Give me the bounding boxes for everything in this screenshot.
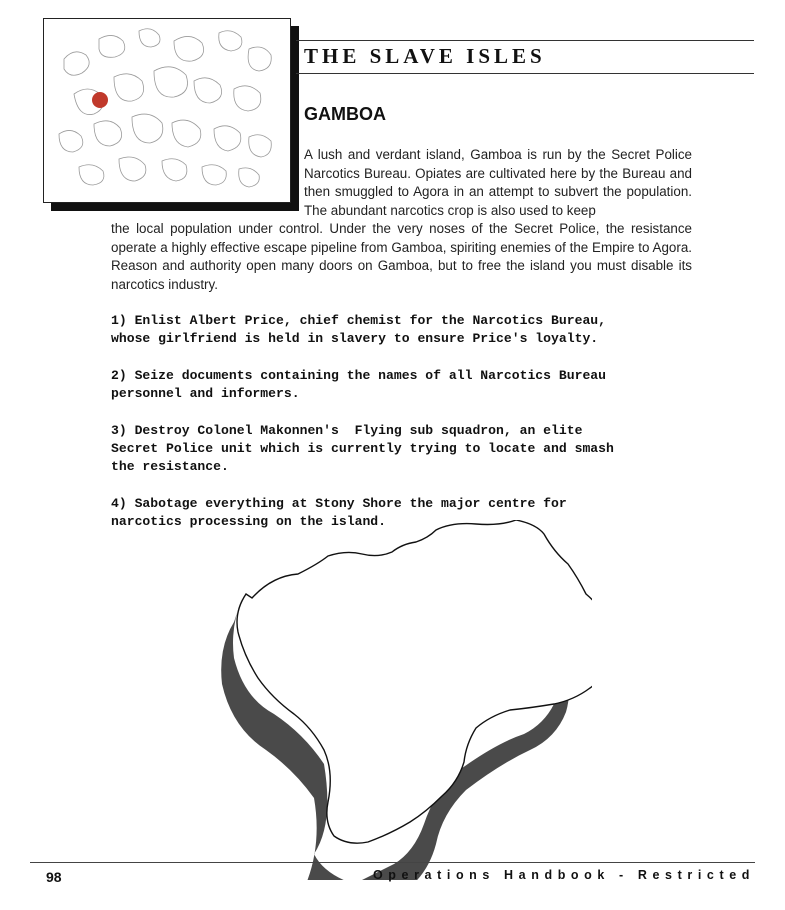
- objective-item: 4) Sabotage everything at Stony Shore the major centre for narcotics processing on the island.: [111, 495, 567, 530]
- archipelago-map-icon: [44, 19, 290, 202]
- objective-item: 1) Enlist Albert Price, chief chemist for the Narcotics Bureau, whose girlfriend is held in slavery to ensure Price's loyalty.: [111, 313, 607, 347]
- island-map: [212, 520, 592, 880]
- footer-text: Operations Handbook - Restricted: [372, 868, 755, 882]
- intro-paragraph-first: A lush and verdant island, Gamboa is run by the Secret Police Narcotics Bureau. Opiates are cultivated here by the Bureau and then smuggled to Agora in an attempt to subvert the population. The abundant narcotics crop is also used to keep: [304, 147, 692, 218]
- objectives-list: [111, 312, 691, 550]
- objective-item: 3) Destroy Colonel Makonnen's Flying sub squadron, an elite Secret Police unit which is currently trying to locate and smash the resistance.: [111, 422, 614, 475]
- objective-item: 2) Seize documents containing the names of all Narcotics Bureau personnel and informers.: [111, 367, 607, 402]
- archipelago-inset-map: [43, 18, 291, 203]
- header-rule-top: [296, 40, 754, 41]
- island-outline: [237, 520, 592, 843]
- page-title: THE SLAVE ISLES: [304, 44, 546, 68]
- page-number: 98: [46, 869, 62, 885]
- gamboa-island-map-icon: [212, 520, 592, 880]
- location-marker-icon: [92, 92, 108, 108]
- section-title: GAMBOA: [304, 104, 386, 124]
- intro-paragraph-rest: the local population under control. Under the very noses of the Secret Police, the resistance operate a highly effective escape pipeline from Gamboa, spiriting enemies of the Empire to Agora. Reason and authority open many doors on Gamboa, but to free the island you must disable its narcotics industry.: [111, 221, 692, 292]
- header-rule-bottom: [296, 73, 754, 74]
- footer-rule: [30, 862, 755, 863]
